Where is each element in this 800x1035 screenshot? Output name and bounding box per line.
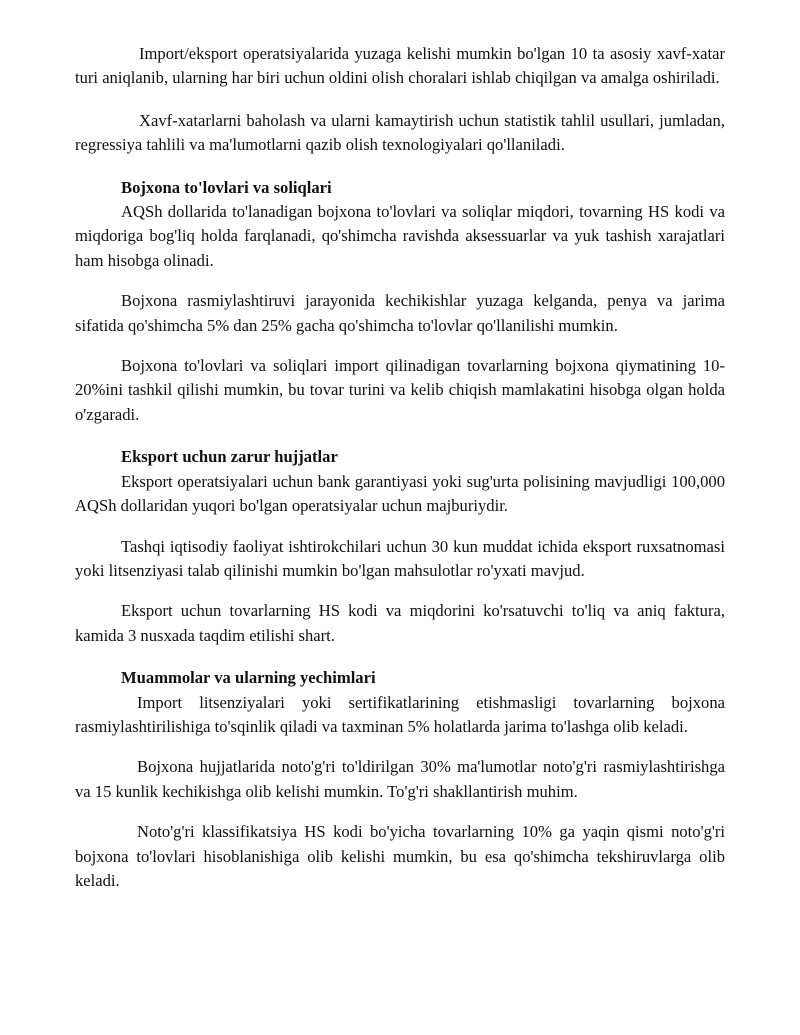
section-heading: Bojxona to'lovlari va soliqlari — [121, 177, 332, 197]
section-problems-solutions — [75, 666, 725, 893]
paragraph: Bojxona hujjatlarida noto'g'ri to'ldirilgan 30% ma'lumotlar noto'g'ri rasmiylashtirishga va 15 kunlik kechikishga olib kelishi mumkin. To'g'ri shakllantirish muhim. — [75, 757, 725, 801]
paragraph: Tashqi iqtisodiy faoliyat ishtirokchilari uchun 30 kun muddat ichida eksport ruxsatnomasi yoki litsenziyasi talab qilinishi mumkin bo'lgan mahsulotlar ro'yxati mavjud. — [75, 536, 725, 580]
intro-paragraph-2: Xavf-xatarlarni baholash va ularni kamaytirish uchun statistik tahlil usullari, jumladan, regressiya tahlili va ma'lumotlarni qazib olish texnologiyalari qo'llaniladi. — [75, 110, 725, 155]
document-page — [75, 42, 725, 893]
paragraph: Eksport operatsiyalari uchun bank garantiyasi yoki sug'urta polisining mavjudligi 100,000 AQSh dollaridan yuqori bo'lgan operatsiyalar uchun majburiydir. — [75, 471, 725, 516]
paragraph: Bojxona rasmiylashtiruvi jarayonida kechikishlar yuzaga kelganda, penya va jarima sifatida qo'shimcha 5% dan 25% gacha qo'shimcha to'lovlar qo'llanilishi mumkin. — [75, 291, 725, 335]
section-customs-payments — [75, 176, 725, 428]
section-export-documents — [75, 445, 725, 648]
paragraph: AQSh dollarida to'lanadigan bojxona to'lovlari va soliqlar miqdori, tovarning HS kodi va miqdoriga bog'liq holda farqlanadi, qo'shimcha ravishda aksessuarlar va yuk tashish xarajatlari ham hisobga olinadi. — [75, 202, 725, 270]
paragraph: Bojxona to'lovlari va soliqlari import qilinadigan tovarlarning bojxona qiymatining 10-20%ini tashkil qilishi mumkin, bu tovar turini va kelib chiqish mamlakatini hisobga olgan holda o'zgaradi. — [75, 356, 725, 424]
paragraph: Eksport uchun tovarlarning HS kodi va miqdorini ko'rsatuvchi to'liq va aniq faktura, kamida 3 nusxada taqdim etilishi shart. — [75, 601, 725, 645]
section-heading: Muammolar va ularning yechimlari — [121, 668, 376, 688]
section-heading: Eksport uchun zarur hujjatlar — [121, 447, 338, 467]
paragraph: Noto'g'ri klassifikatsiya HS kodi bo'yicha tovarlarning 10% ga yaqin qismi noto'g'ri bojxona to'lovlari hisoblanishiga olib kelishi mumkin, bu esa qo'shimcha tekshiruvlarga olib keladi. — [75, 822, 725, 890]
intro-paragraph-1: Import/eksport operatsiyalarida yuzaga kelishi mumkin bo'lgan 10 ta asosiy xavf-xatar turi aniqlanib, ularning har biri uchun oldini olish choralari ishlab chiqilgan va amalga oshiriladi. — [75, 44, 725, 88]
paragraph: Import litsenziyalari yoki sertifikatlarining etishmasligi tovarlarning bojxona rasmiylashtirilishiga to'sqinlik qiladi va taxminan 5% holatlarda jarima to'lashga olib keladi. — [75, 692, 725, 736]
